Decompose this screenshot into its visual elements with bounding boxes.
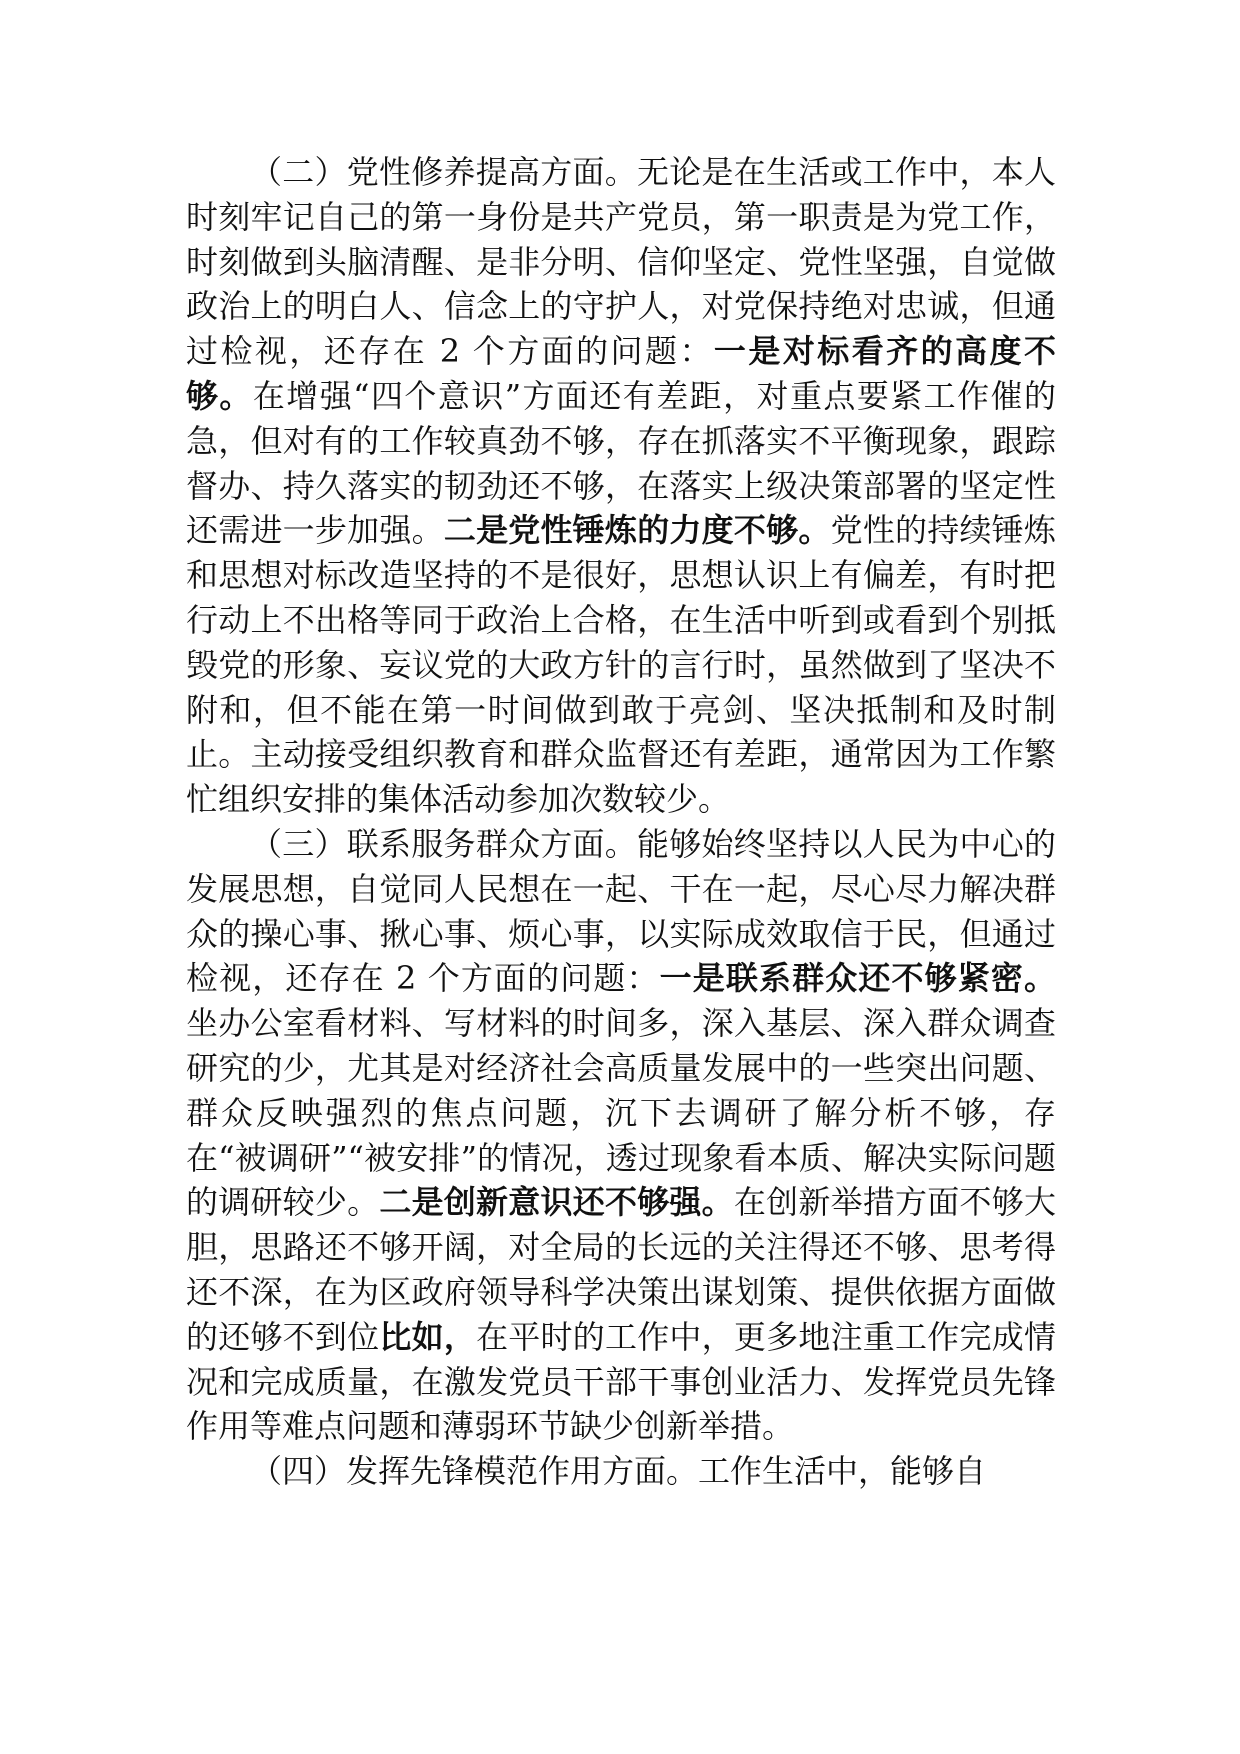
paragraph-party-spirit bbox=[186, 150, 1056, 822]
text-segment: 在增强“四个意识”方面还有差距，对重点要紧工作催的急，但对有的工作较真劲不够，存在抓落实不平衡现象，跟踪督办、持久落实的韧劲还不够，在落实上级决策部署的坚定性还需进一步加强。 bbox=[186, 376, 1056, 550]
document-page bbox=[186, 150, 1056, 1494]
bold-point: 比如， bbox=[379, 1317, 477, 1356]
text-segment: 坐办公室看材料、写材料的时间多，深入基层、深入群众调查研究的少，尤其是对经济社会高质量发展中的一些突出问题、群众反映强烈的焦点问题，沉下去调研了解分析不够，存在“被调研”“被安排”的情况，透过现象看本质、解决实际问题的调研较少。 bbox=[186, 1004, 1056, 1222]
paragraph-vanguard-role bbox=[186, 1449, 1056, 1494]
bold-point: 二是创新意识还不够强。 bbox=[379, 1183, 734, 1222]
bold-point: 一是对标看齐的高度不够。 bbox=[186, 332, 1056, 415]
text-segment: （二）党性修养提高方面。无论是在生活或工作中，本人时刻牢记自己的第一身份是共产党员，第一职责是为党工作，时刻做到头脑清醒、是非分明、信仰坚定、党性坚强，自觉做政治上的明白人、信念上的守护人，对党保持绝对忠诚，但通过检视，还存在 2 个方面的问题： bbox=[186, 153, 1056, 371]
text-segment: 党性的持续锤炼和思想对标改造坚持的不是很好，思想认识上有偏差，有时把行动上不出格等同于政治上合格，在生活中听到或看到个别抵毁党的形象、妄议党的大政方针的言行时，虽然做到了坚决不附和，但不能在第一时间做到敢于亮剑、坚决抵制和及时制止。主动接受组织教育和群众监督还有差距，通常因为工作繁忙组织安排的集体活动参加次数较少。 bbox=[186, 511, 1056, 819]
paragraph-serve-masses bbox=[186, 822, 1056, 1449]
text-segment: 在创新举措方面不够大胆，思路还不够开阔，对全局的长远的关注得还不够、思考得还不深，在为区政府领导科学决策出谋划策、提供依据方面做的还够不到位 bbox=[186, 1183, 1056, 1356]
text-segment: 在平时的工作中，更多地注重工作完成情况和完成质量，在激发党员干部干事创业活力、发挥党员先锋作用等难点问题和薄弱环节缺少创新举措。 bbox=[186, 1317, 1056, 1446]
bold-point: 二是党性锤炼的力度不够。 bbox=[443, 511, 831, 550]
text-segment: （四）发挥先锋模范作用方面。工作生活中，能够自 bbox=[250, 1452, 987, 1491]
bold-point: 一是联系群众还不够紧密。 bbox=[659, 959, 1056, 998]
text-segment: （三）联系服务群众方面。能够始终坚持以人民为中心的发展思想，自觉同人民想在一起、干在一起，尽心尽力解决群众的操心事、揪心事、烦心事，以实际成效取信于民，但通过检视，还存在 2 个方面的问题： bbox=[186, 824, 1056, 998]
